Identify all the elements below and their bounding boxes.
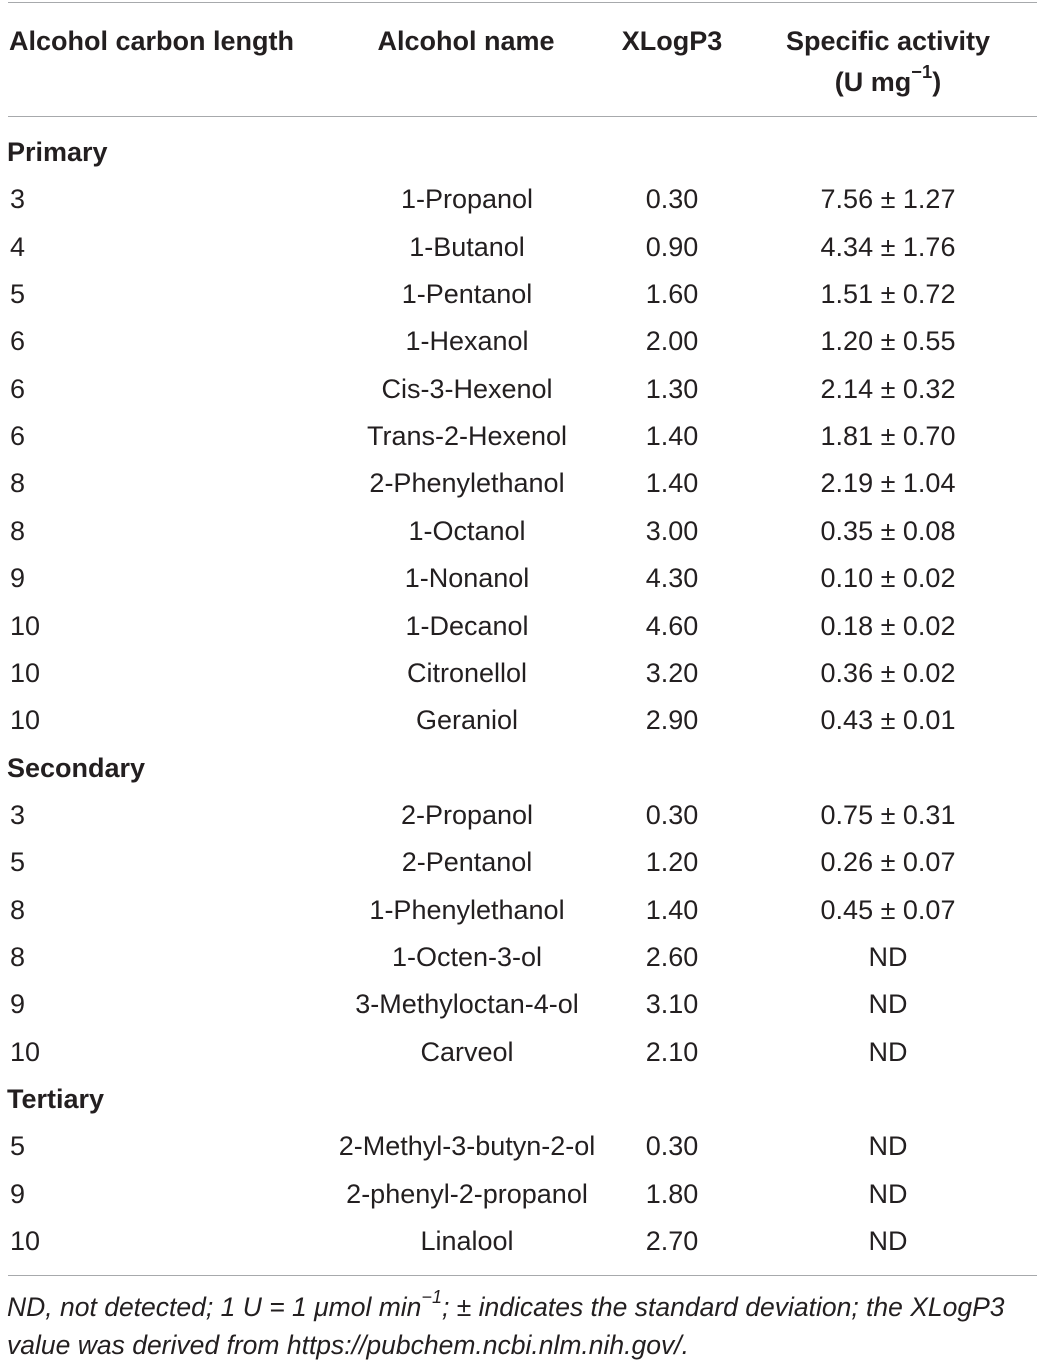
cell-specific-activity: 7.56 ± 1.27 xyxy=(820,184,956,215)
table-row xyxy=(0,176,1043,223)
cell-xlogp3: 3.20 xyxy=(645,657,699,688)
cell-specific-activity: ND xyxy=(868,1036,908,1067)
table-row xyxy=(0,508,1043,555)
table-row xyxy=(0,603,1043,650)
cell-carbon-length: 9 xyxy=(10,563,26,594)
cell-alcohol-name: 2-phenyl-2-propanol xyxy=(346,1178,588,1209)
cell-alcohol-name: 1-Nonanol xyxy=(404,563,530,594)
cell-xlogp3: 0.90 xyxy=(645,231,699,262)
header-alcohol-name: Alcohol name xyxy=(377,26,555,56)
cell-alcohol-name: Trans-2-Hexenol xyxy=(366,421,568,452)
footnote-text-rest: ; ± indicates the standard deviation; the XLogP3 value was derived from https://pubchem.ncbi.nlm.nih.gov/. xyxy=(7,1292,1005,1360)
cell-xlogp3: 2.60 xyxy=(645,941,699,972)
table-row xyxy=(0,792,1043,839)
cell-alcohol-name: Cis-3-Hexenol xyxy=(381,373,553,404)
cell-carbon-length: 8 xyxy=(10,515,26,546)
cell-xlogp3: 2.00 xyxy=(645,326,699,357)
table-footnote xyxy=(7,1288,1039,1364)
cell-carbon-length: 10 xyxy=(10,1226,41,1257)
cell-specific-activity: ND xyxy=(868,1226,908,1257)
header-carbon-length: Alcohol carbon length xyxy=(9,26,295,56)
cell-specific-activity: 1.20 ± 0.55 xyxy=(820,326,956,357)
section-title: Secondary xyxy=(7,752,146,783)
cell-alcohol-name: 2-Propanol xyxy=(400,799,534,830)
table-row xyxy=(0,934,1043,981)
cell-specific-activity: ND xyxy=(868,941,908,972)
cell-specific-activity: ND xyxy=(868,1131,908,1162)
cell-alcohol-name: 1-Octen-3-ol xyxy=(391,941,543,972)
footnote-text: ND, not detected; 1 U = 1 μmol min xyxy=(7,1292,422,1322)
header-specific-activity-unit xyxy=(835,62,941,102)
cell-xlogp3: 0.30 xyxy=(645,1131,699,1162)
table-row xyxy=(0,366,1043,413)
cell-specific-activity: 1.81 ± 0.70 xyxy=(820,421,956,452)
section-title: Tertiary xyxy=(7,1084,105,1114)
cell-specific-activity: ND xyxy=(868,989,908,1020)
cell-xlogp3: 0.30 xyxy=(645,184,699,215)
cell-xlogp3: 1.30 xyxy=(645,373,699,404)
cell-xlogp3: 4.30 xyxy=(645,563,699,594)
cell-alcohol-name: 2-Pentanol xyxy=(401,847,533,878)
cell-xlogp3: 3.00 xyxy=(645,515,699,546)
cell-carbon-length: 6 xyxy=(10,373,26,404)
cell-carbon-length: 5 xyxy=(10,847,26,878)
cell-xlogp3: 1.40 xyxy=(645,468,699,499)
cell-alcohol-name: Carveol xyxy=(420,1036,514,1067)
cell-alcohol-name: 1-Hexanol xyxy=(405,326,529,357)
cell-alcohol-name: 1-Decanol xyxy=(405,610,529,641)
cell-alcohol-name: 1-Phenylethanol xyxy=(369,894,565,925)
cell-xlogp3: 4.60 xyxy=(645,610,699,641)
cell-specific-activity: 4.34 ± 1.76 xyxy=(820,231,956,262)
cell-carbon-length: 10 xyxy=(10,1036,41,1067)
table-row xyxy=(0,224,1043,271)
unit-close: ) xyxy=(932,67,942,97)
unit-text: (U mg xyxy=(834,67,912,97)
cell-xlogp3: 1.40 xyxy=(645,894,699,925)
cell-carbon-length: 3 xyxy=(10,799,26,830)
cell-alcohol-name: Linalool xyxy=(420,1226,514,1257)
cell-xlogp3: 2.10 xyxy=(645,1036,699,1067)
cell-specific-activity: 0.26 ± 0.07 xyxy=(820,847,956,878)
table-row xyxy=(0,555,1043,602)
cell-specific-activity: 0.45 ± 0.07 xyxy=(820,894,956,925)
cell-alcohol-name: 1-Butanol xyxy=(409,231,525,262)
cell-xlogp3: 0.30 xyxy=(645,799,699,830)
cell-xlogp3: 1.20 xyxy=(645,847,699,878)
cell-xlogp3: 1.80 xyxy=(645,1178,699,1209)
header-specific-activity: Specific activity xyxy=(785,26,991,56)
header-bottom-rule xyxy=(8,116,1037,117)
cell-specific-activity: 0.35 ± 0.08 xyxy=(820,515,956,546)
table-row xyxy=(0,887,1043,934)
table-bottom-rule xyxy=(8,1275,1037,1276)
table-row xyxy=(0,413,1043,460)
table-row xyxy=(0,839,1043,886)
cell-alcohol-name: 2-Phenylethanol xyxy=(369,468,565,499)
cell-specific-activity: 0.10 ± 0.02 xyxy=(820,563,956,594)
cell-xlogp3: 1.40 xyxy=(645,421,699,452)
cell-carbon-length: 9 xyxy=(10,989,26,1020)
cell-carbon-length: 8 xyxy=(10,894,26,925)
table-row xyxy=(0,1218,1043,1265)
cell-carbon-length: 4 xyxy=(10,231,26,262)
cell-xlogp3: 2.70 xyxy=(645,1226,699,1257)
table-row xyxy=(0,318,1043,365)
cell-xlogp3: 1.60 xyxy=(645,279,699,310)
cell-specific-activity: 1.51 ± 0.72 xyxy=(820,279,956,310)
unit-exponent: −1 xyxy=(911,61,933,83)
cell-alcohol-name: 1-Pentanol xyxy=(401,279,533,310)
cell-specific-activity: 0.75 ± 0.31 xyxy=(820,799,956,830)
cell-alcohol-name: 2-Methyl-3-butyn-2-ol xyxy=(338,1131,596,1162)
table-row xyxy=(0,460,1043,507)
cell-carbon-length: 8 xyxy=(10,468,26,499)
cell-specific-activity: 0.43 ± 0.01 xyxy=(820,705,956,736)
cell-carbon-length: 6 xyxy=(10,421,26,452)
table-row xyxy=(0,1029,1043,1076)
cell-alcohol-name: Citronellol xyxy=(406,657,528,688)
header-xlogp3: XLogP3 xyxy=(621,26,723,56)
cell-carbon-length: 9 xyxy=(10,1178,26,1209)
cell-specific-activity: ND xyxy=(868,1178,908,1209)
cell-carbon-length: 10 xyxy=(10,610,41,641)
cell-alcohol-name: 3-Methyloctan-4-ol xyxy=(355,989,579,1020)
table-row xyxy=(0,1123,1043,1170)
cell-carbon-length: 3 xyxy=(10,184,26,215)
cell-specific-activity: 2.19 ± 1.04 xyxy=(820,468,956,499)
cell-carbon-length: 5 xyxy=(10,1131,26,1162)
table-row xyxy=(0,981,1043,1028)
cell-xlogp3: 2.90 xyxy=(645,705,699,736)
table-row xyxy=(0,697,1043,744)
cell-carbon-length: 6 xyxy=(10,326,26,357)
table-row xyxy=(0,1171,1043,1218)
cell-carbon-length: 10 xyxy=(10,657,41,688)
cell-specific-activity: 0.36 ± 0.02 xyxy=(820,657,956,688)
footnote-exponent: −1 xyxy=(421,1287,442,1308)
table-top-rule xyxy=(8,2,1037,3)
cell-alcohol-name: Geraniol xyxy=(415,705,519,736)
table-row xyxy=(0,650,1043,697)
cell-alcohol-name: 1-Octanol xyxy=(408,515,526,546)
cell-carbon-length: 10 xyxy=(10,705,41,736)
cell-carbon-length: 8 xyxy=(10,941,26,972)
cell-specific-activity: 2.14 ± 0.32 xyxy=(820,373,956,404)
table-row xyxy=(0,271,1043,318)
cell-specific-activity: 0.18 ± 0.02 xyxy=(820,610,956,641)
cell-xlogp3: 3.10 xyxy=(645,989,699,1020)
cell-carbon-length: 5 xyxy=(10,279,26,310)
cell-alcohol-name: 1-Propanol xyxy=(400,184,534,215)
section-title: Primary xyxy=(7,137,108,167)
